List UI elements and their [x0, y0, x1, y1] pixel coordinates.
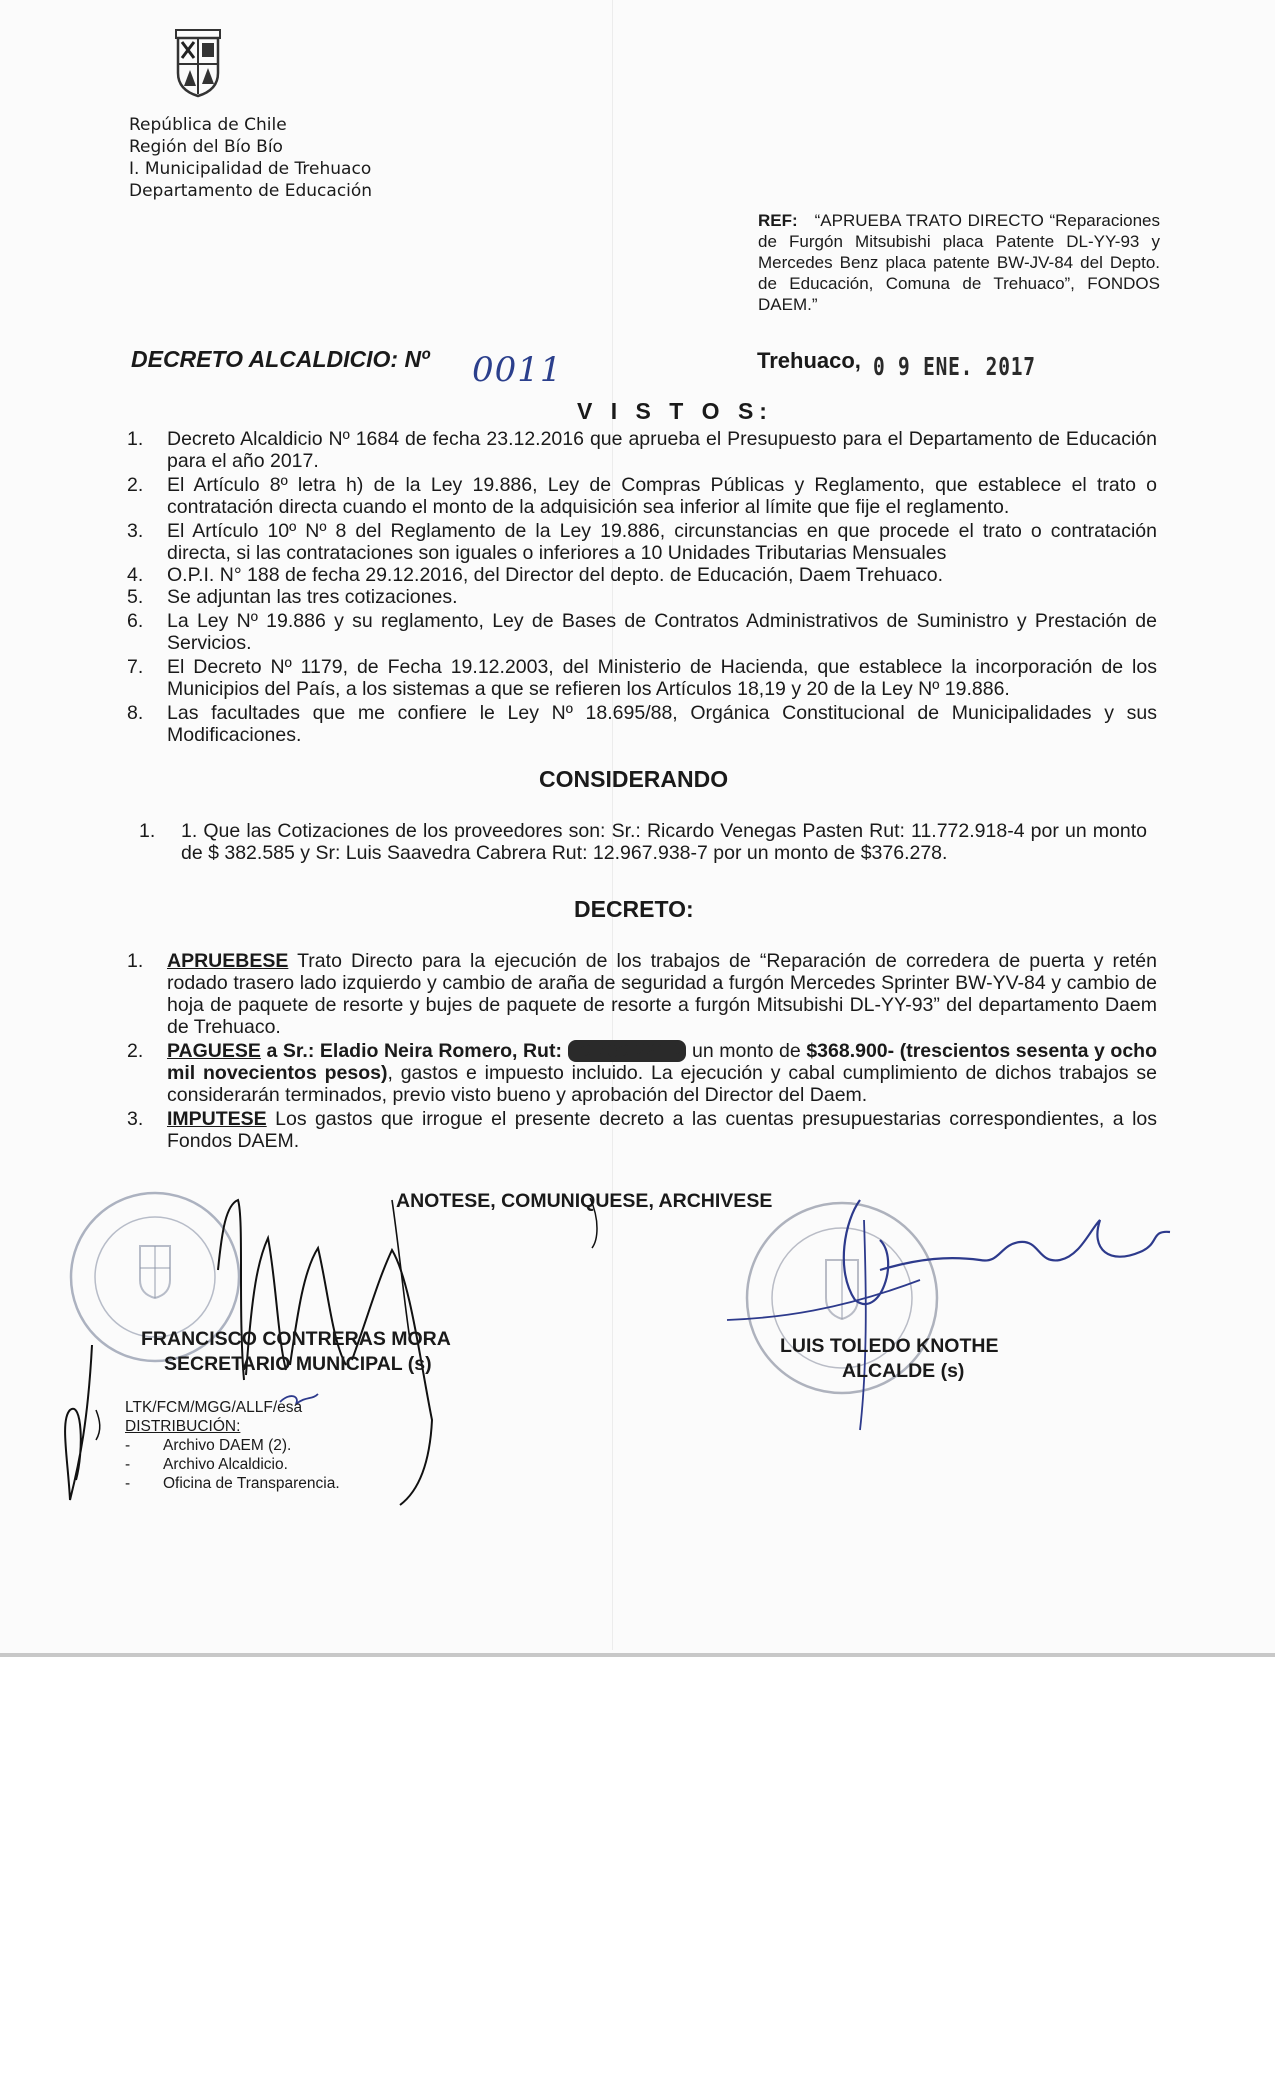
distribution-block [125, 1398, 340, 1493]
decree-number-handwritten: 0011 [472, 350, 563, 390]
municipal-crest-icon [168, 28, 228, 98]
decree-place: Trehuaco, [757, 348, 861, 373]
distribution-label: DISTRIBUCIÓN: [125, 1418, 241, 1435]
department-line: Departamento de Educación [129, 181, 373, 201]
list-item: 6. La Ley Nº 19.886 y su reglamento, Ley de Bases de Contratos Administrativos de Suministro y Prestación de Servicios. [127, 610, 1157, 654]
secretario-role: SECRETARIO MUNICIPAL (s) [164, 1353, 432, 1375]
closing-formula: ANOTESE, COMUNIQUESE, ARCHIVESE [396, 1190, 773, 1212]
signature-block-alcalde [780, 1334, 998, 1384]
decree-title: DECRETO ALCALDICIO: Nº [131, 346, 430, 372]
signature-block-secretario [141, 1327, 451, 1377]
list-item: 3. El Artículo 10º Nº 8 del Reglamento de la Ley 19.886, circunstancias en que procede el trato o contratación directa, si las contrataciones son iguales o inferiores a 10 Unidades Tributarias Mensuales [127, 520, 1157, 564]
institution-header [129, 114, 372, 202]
redacted-rut: 10.730.221-2 [569, 1040, 685, 1062]
list-item: 4. O.P.I. N° 188 de fecha 29.12.2016, del Director del depto. de Educación, Daem Trehuaco. [127, 564, 944, 586]
ref-label: REF: [758, 211, 798, 230]
list-item: 8. Las facultades que me confiere le Ley Nº 18.695/88, Orgánica Constitucional de Municipalidades y sus Modificaciones. [127, 702, 1157, 746]
alcalde-name: LUIS TOLEDO KNOTHE [780, 1335, 999, 1357]
alcalde-role: ALCALDE (s) [842, 1360, 965, 1382]
vistos-heading: V I S T O S: [577, 398, 773, 424]
vistos-list [127, 428, 1157, 746]
list-item: 1. 1. Que las Cotizaciones de los proveedores son: Sr.: Ricardo Venegas Pasten Rut: 11.772.918-4 por un monto de $ 382.585 y Sr: Luis Saavedra Cabrera Rut: 12.967.938-7 por un monto de $376.278. [139, 820, 1147, 864]
list-item: - Archivo DAEM (2). [125, 1437, 292, 1454]
scan-edge [0, 1653, 1275, 1657]
list-item: 1. APRUEBESE Trato Directo para la ejecución de los trabajos de “Reparación de corredera de puerta y retén rodado trasero lado izquierdo y cambio de araña de seguridad a furgón Mercedes Sprinter BW-YV-84 y cambio de hoja de paquete de resorte y bujes de paquete de resorte a furgón Mitsubishi DL-YY-93” del departamento Daem de Trehuaco. [127, 950, 1157, 1038]
list-item: 2. PAGUESE a Sr.: Eladio Neira Romero, Rut: 10.730.221-2 un monto de $368.900- (trescientos sesenta y ocho mil novecientos pesos), gastos e impuesto incluido. La ejecución y cabal cumplimiento de dichos trabajos se considerarán terminados, previo visto bueno y aprobación del Director del Daem. [127, 1040, 1157, 1106]
decreto-list [127, 950, 1157, 1152]
reference-block [758, 210, 1160, 315]
list-item: 2. El Artículo 8º letra h) de la Ley 19.886, Ley de Compras Públicas y Reglamento, que establece el trato o contratación directa cuando el monto de la adquisición sea inferior al límite que fije el reglamento. [127, 474, 1157, 518]
list-item: 3. IMPUTESE Los gastos que irrogue el presente decreto a las cuentas presupuestarias correspondientes, a los Fondos DAEM. [127, 1108, 1157, 1152]
date-stamp: 0 9 ENE. 2017 [873, 352, 1036, 381]
list-item: 1. Decreto Alcaldicio Nº 1684 de fecha 23.12.2016 que aprueba el Presupuesto para el Departamento de Educación para el año 2017. [127, 428, 1157, 472]
considerando-list [139, 820, 1147, 864]
list-item: - Oficina de Transparencia. [125, 1475, 340, 1492]
ref-text: “APRUEBA TRATO DIRECTO “Reparaciones de Furgón Mitsubishi placa Patente DL-YY-93 y Mercedes Benz placa patente BW-JV-84 del Depto. de Educación, Comuna de Trehuaco”, FONDOS DAEM.” [758, 211, 1160, 314]
republic-line: República de Chile [129, 115, 287, 135]
region-line: Región del Bío Bío [129, 137, 283, 157]
list-item: 5. Se adjuntan las tres cotizaciones. [127, 586, 458, 608]
list-item: 7. El Decreto Nº 1179, de Fecha 19.12.2003, del Ministerio de Hacienda, que establece la incorporación de los Municipios del País, a los sistemas a que se refieren los Artículos 18,19 y 20 de la Ley Nº 19.886. [127, 656, 1157, 700]
list-item: - Archivo Alcaldicio. [125, 1456, 288, 1473]
initials: LTK/FCM/MGG/ALLF/esa [125, 1399, 303, 1416]
decreto-heading: DECRETO: [574, 896, 694, 922]
considerando-heading: CONSIDERANDO [539, 766, 729, 792]
secretario-name: FRANCISCO CONTRERAS MORA [141, 1328, 451, 1350]
municipality-line: I. Municipalidad de Trehuaco [129, 159, 372, 179]
